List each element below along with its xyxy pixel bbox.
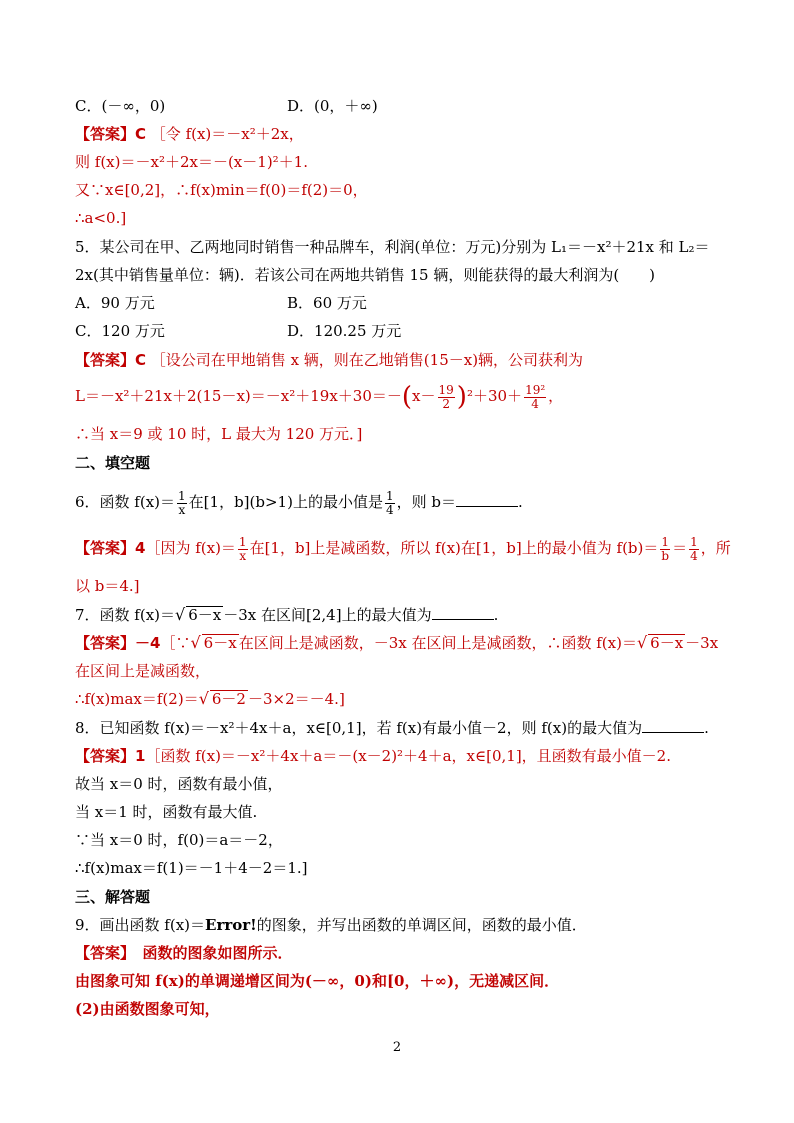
question-text: ，则 b＝ xyxy=(396,493,456,511)
option-d: D．(0，＋∞) xyxy=(287,97,378,115)
answer-4-step-2: 又∵x∈[0,2]，∴f(x)min＝f(0)＝f(2)＝0， xyxy=(75,181,368,199)
option-b: B．60 万元 xyxy=(287,294,367,312)
answer-text: ∴f(x)max＝f(2)＝ xyxy=(75,690,199,708)
answer-6 xyxy=(75,530,731,566)
answer-4-step-3: ∴a<0.] xyxy=(75,209,127,227)
answer-text: －3×2＝－4.] xyxy=(247,690,345,708)
answer-4-line xyxy=(75,124,304,144)
option-d: D．120.25 万元 xyxy=(287,322,402,340)
question-text: 7．函数 f(x)＝ xyxy=(75,606,176,624)
answer-4-step-1: 则 f(x)＝－x²＋2x＝－(x－1)²＋1. xyxy=(75,153,308,171)
question-text: 在[1，b](b>1)上的最小值是 xyxy=(188,493,383,511)
answer-text: ［设公司在甲地销售 x 辆，则在乙地销售(15－x)辆，公司获利为 xyxy=(150,351,584,369)
answer-5-conclusion: ∴当 x＝9 或 10 时，L 最大为 120 万元．] xyxy=(75,425,363,443)
answer-text: ［∵ xyxy=(160,634,191,652)
answer-blank xyxy=(432,605,494,620)
question-text: －3x 在区间[2,4]上的最大值为 xyxy=(223,606,432,624)
options-ab xyxy=(75,293,367,313)
answer-text: 在区间上是减函数，－3x 在区间上是减函数，∴函数 f(x)＝ xyxy=(238,634,637,652)
answer-5-line xyxy=(75,350,583,370)
answer-tag: 【答案】 xyxy=(75,944,128,962)
answer-9 xyxy=(75,943,293,963)
radicand: 6－2 xyxy=(211,690,246,708)
answer-blank xyxy=(642,718,704,733)
fraction: $\frac{1}{4}$ xyxy=(385,488,394,517)
answer-tag: 【答案】－4 xyxy=(75,634,161,652)
answer-text: ［函数 f(x)＝－x²＋4x＋a＝－(x－2)²＋4＋a，x∈[0,1]，且函数有最小值－2. xyxy=(145,747,671,765)
answer-text: 函数的图象如图所示． xyxy=(127,944,293,962)
question-text: . xyxy=(517,493,523,511)
fraction: $\frac{1}{x}$ xyxy=(238,534,247,563)
sqrt-icon: √ xyxy=(190,633,201,652)
question-9 xyxy=(75,915,587,935)
formula-part: L＝－x²＋21x＋2(15－x)＝－x²＋19x＋30＝－ xyxy=(75,387,402,405)
answer-8-step-4: ∴f(x)max＝f(1)＝－1＋4－2＝1.] xyxy=(75,859,308,877)
radicand: 6－x xyxy=(650,634,684,652)
answer-text: ＝ xyxy=(672,539,688,557)
answer-text: ［因为 f(x)＝ xyxy=(145,539,236,557)
answer-text: ，所 xyxy=(700,539,731,557)
answer-6-end: 以 b＝4.] xyxy=(75,577,140,595)
answer-text: ［令 f(x)＝－x²＋2x， xyxy=(150,125,304,143)
page-number: 2 xyxy=(392,1040,402,1055)
left-paren: ( xyxy=(401,382,413,412)
option-c: C．120 万元 xyxy=(75,322,165,340)
answer-tag: 【答案】1 xyxy=(75,747,146,765)
answer-7 xyxy=(75,633,718,653)
formula-part: x－ xyxy=(412,387,436,405)
answer-9-step-1: 由图象可知 f(x)的单调递增区间为(－∞，0)和[0，＋∞)，无递减区间． xyxy=(75,972,560,990)
question-6 xyxy=(75,484,523,520)
option-c-line xyxy=(75,96,378,116)
question-8 xyxy=(75,718,709,738)
radicand: 6－x xyxy=(203,634,237,652)
question-text: 8．已知函数 f(x)＝－x²＋4x＋a，x∈[0,1]，若 f(x)有最小值－2，则 f(x)的最大值为 xyxy=(75,719,643,737)
options-cd xyxy=(75,321,402,341)
sqrt-icon: √ xyxy=(198,689,209,708)
question-text: 的图象，并写出函数的单调区间，函数的最小值． xyxy=(256,916,587,934)
question-7 xyxy=(75,605,498,625)
answer-text: －3x xyxy=(685,634,719,652)
fraction: $\frac{1}{b}$ xyxy=(661,534,670,563)
question-text: . xyxy=(493,606,499,624)
answer-tag: 【答案】4 xyxy=(75,539,146,557)
error-text: Error! xyxy=(205,916,257,934)
question-5-line-1: 5．某公司在甲、乙两地同时销售一种品牌车，利润(单位：万元)分别为 L₁＝－x²＋21x 和 L₂＝ xyxy=(75,238,710,256)
fraction: $\frac{1}{4}$ xyxy=(690,534,698,563)
answer-8-step-3: ∵当 x＝0 时，f(0)＝a＝－2， xyxy=(75,831,283,849)
answer-9-step-2: (2)由函数图象可知， xyxy=(75,1000,220,1018)
section-fill-blank-heading: 二、填空题 xyxy=(75,454,151,472)
answer-5-formula xyxy=(75,378,563,414)
answer-8-step-1: 故当 x＝0 时，函数有最小值， xyxy=(75,775,283,793)
formula-part: ， xyxy=(548,387,564,405)
answer-7-step-2 xyxy=(75,689,345,709)
answer-tag: 【答案】C xyxy=(75,125,147,143)
question-5-line-2: 2x(其中销售量单位：辆)．若该公司在两地共销售 15 辆，则能获得的最大利润为( ) xyxy=(75,266,656,284)
answer-8-step-2: 当 x＝1 时，函数有最大值. xyxy=(75,803,258,821)
option-c: C．(－∞，0) xyxy=(75,97,166,115)
question-text: . xyxy=(704,719,709,737)
question-text: 9．画出函数 f(x)＝ xyxy=(75,916,206,934)
fraction: $\frac{\text{19²}}{4}$ xyxy=(525,382,546,411)
sqrt-icon: √ xyxy=(175,605,186,624)
right-paren: ) xyxy=(456,382,467,412)
fraction: $\frac{1}{x}$ xyxy=(178,488,186,517)
fraction: $\frac{19}{2}$ xyxy=(438,382,454,411)
formula-part: ²＋30＋ xyxy=(466,387,523,405)
answer-8 xyxy=(75,746,671,766)
sqrt-icon: √ xyxy=(636,633,648,652)
question-text: 6．函数 f(x)＝ xyxy=(75,493,176,511)
answer-7-step-1: 在区间上是减函数， xyxy=(75,662,211,680)
answer-tag: 【答案】C xyxy=(75,351,147,369)
answer-blank xyxy=(456,492,518,507)
section-solve-heading: 三、解答题 xyxy=(75,888,151,906)
radicand: 6－x xyxy=(188,606,222,624)
answer-text: 在[1，b]上是减函数，所以 f(x)在[1，b]上的最小值为 f(b)＝ xyxy=(249,539,659,557)
option-a: A．90 万元 xyxy=(75,294,155,312)
